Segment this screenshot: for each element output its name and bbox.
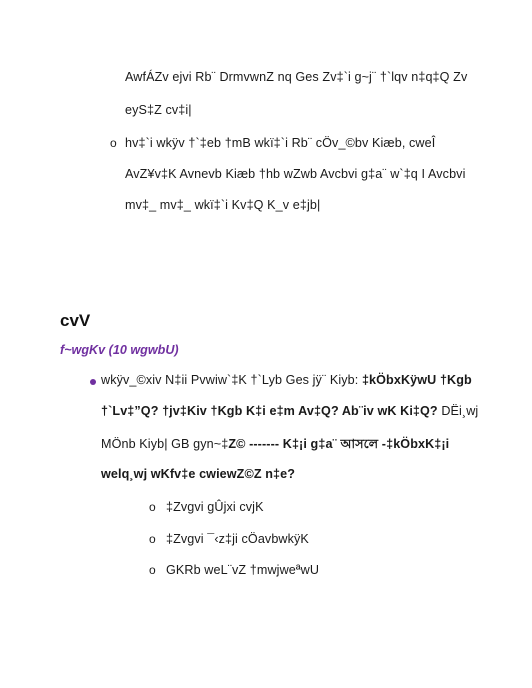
section-title: cvV	[60, 311, 91, 330]
bullet-line-3-bold: Z© ------- K‡¡i g‡a¨ আসলে -‡kÖbxK‡¡i	[228, 437, 450, 451]
bullet-line-1-text: wkÿv_©xiv N‡ii Pvwiw`‡K †`Lyb Ges jÿ¨ Kiyb:	[101, 373, 362, 387]
bullet-line-4-bold: welq¸wj wKfv‡e cwiewZ©Z n‡e?	[101, 467, 296, 481]
section-subtitle: f~wgKv (10 wgwbU)	[60, 343, 179, 357]
option-item-1: ‡Zvgvi gÛjxi cvjK	[166, 500, 264, 514]
bullet-line-2-tail: DËi¸wj	[441, 404, 479, 418]
bullet-line-1-bold: ‡kÖbxKÿwU †Kgb	[361, 373, 472, 387]
bullet-line-2	[101, 404, 478, 418]
bullet-line-3	[101, 436, 449, 456]
bullet-disc-icon	[90, 379, 96, 385]
sub-item-line-2: AvZ¥v‡K Avnevb Kiæb †hb wZwb Avcbvi g‡a¨ w`‡q I Avcbvi	[125, 167, 466, 181]
option-marker-1: o	[149, 500, 156, 514]
bullet-line-2-bold: †`Lv‡”Q? †jv‡Kiv †Kgb K‡i e‡m Av‡Q? Ab¨iv wK Ki‡Q?	[101, 404, 442, 418]
sub-item-line-3: mv‡_ mv‡_ wkï‡`i Kv‡Q K_v e‡jb|	[125, 198, 321, 212]
bullet-line-4	[101, 467, 295, 481]
bullet-line-1	[101, 373, 472, 387]
paragraph-line-1: AwfÁZv ejvi Rb¨ DrmvwnZ nq Ges Zv‡`i g~j¨ †`lqv n‡q‡Q Zv	[125, 70, 468, 84]
option-item-2: ‡Zvgvi ¯‹z‡ji cÖavbwkÿK	[166, 532, 309, 546]
option-item-3: GKRb weL¨vZ †mwjweªwU	[166, 563, 320, 577]
option-marker-3: o	[149, 563, 156, 577]
hollow-bullet-marker: o	[110, 136, 117, 150]
option-marker-2: o	[149, 532, 156, 546]
sub-item-line-1: hv‡`i wkÿv †`‡eb †mB wkï‡`i Rb¨ cÖv_©bv Kiæb, cweÎ	[125, 136, 436, 150]
paragraph-line-2: eyS‡Z cv‡i|	[125, 103, 192, 117]
bullet-line-3-text: MÖnb Kiyb| GB gyn~‡	[101, 437, 229, 451]
